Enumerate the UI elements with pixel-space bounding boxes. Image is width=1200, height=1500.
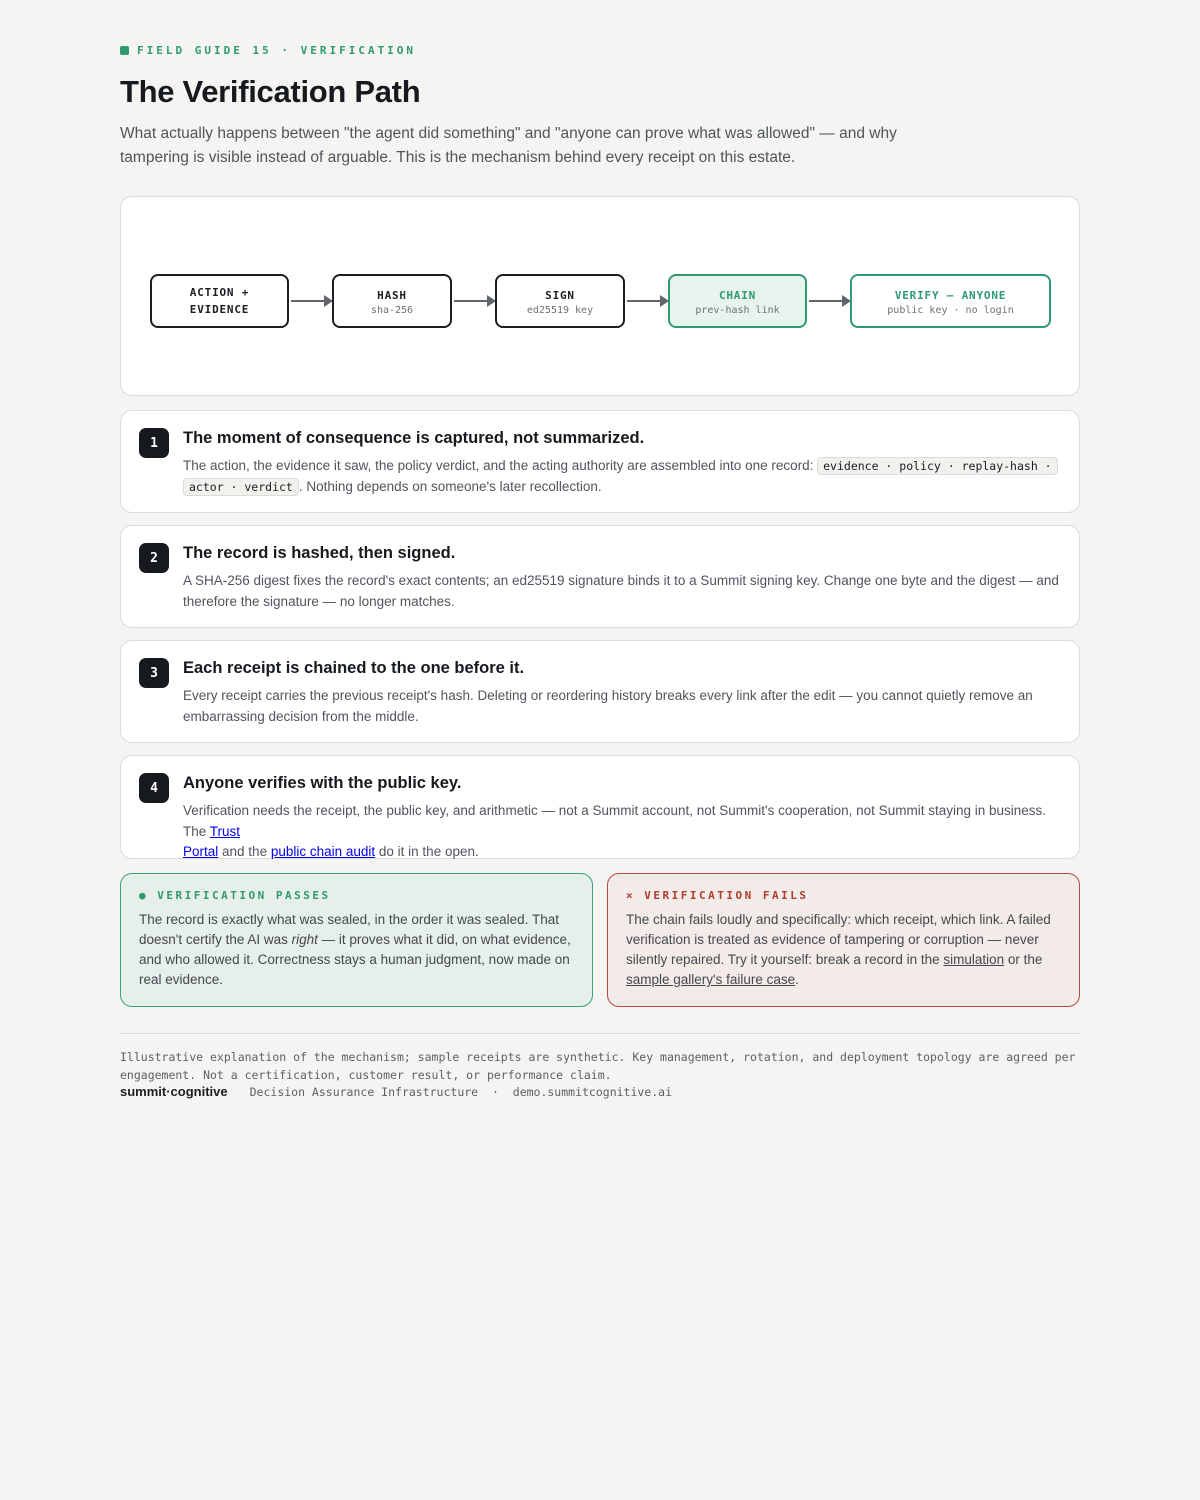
step-text: The action, the evidence it saw, the policy verdict, and the acting authority are assembled into one record:	[183, 458, 818, 473]
arrow-icon	[291, 300, 331, 302]
field-list-code: actor · verdict	[183, 478, 299, 496]
verification-passes-panel	[120, 873, 593, 1007]
eyebrow-label: FIELD GUIDE 15 · VERIFICATION	[137, 44, 417, 57]
tagline-text: Decision Assurance Infrastructure	[249, 1085, 479, 1099]
node-subtitle: public key · no login	[887, 304, 1014, 316]
step-card-1	[120, 410, 1080, 513]
step-text: do it in the open.	[375, 844, 479, 859]
panel-heading: × VERIFICATION FAILS	[626, 889, 809, 902]
field-list-code: evidence · policy · replay-hash ·	[817, 457, 1057, 475]
step-number: 4	[139, 773, 169, 803]
arrow-icon	[627, 300, 667, 302]
step-title: The moment of consequence is captured, not summarized.	[183, 429, 645, 447]
lede: What actually happens between "the agent did something" and "anyone can prove what was allowed" — and why tampering is visible instead of arguable. This is the mechanism behind every receipt on this estate.	[120, 125, 897, 166]
step-number: 2	[139, 543, 169, 573]
step-body: Every receipt carries the previous receipt's hash. Deleting or reordering history breaks every link after the edit — you cannot quietly remove an embarrassing decision from the middle.	[183, 688, 1033, 724]
divider	[120, 1033, 1080, 1034]
panel-heading: ● VERIFICATION PASSES	[139, 889, 331, 902]
node-verify	[850, 274, 1051, 328]
node-title: SIGN	[545, 288, 575, 302]
step-text: . Nothing depends on someone's later recollection.	[298, 478, 602, 494]
node-title: CHAIN	[718, 288, 757, 302]
node-sign	[495, 274, 625, 328]
node-title: VERIFY — ANYONE	[894, 288, 1007, 302]
arrow-icon	[809, 300, 849, 302]
verification-fails-panel	[607, 873, 1080, 1007]
step-number: 3	[139, 658, 169, 688]
node-title: HASH	[377, 288, 407, 302]
public-chain-audit-link[interactable]: public chain audit	[270, 844, 376, 859]
step-text: and the	[218, 844, 271, 859]
panel-text: .	[795, 972, 799, 987]
panel-text: The record is exactly what was sealed, in the order it was sealed. That doesn't certify the AI was	[139, 912, 559, 947]
step-title: Each receipt is chained to the one before it.	[183, 659, 525, 677]
step-text: Verification needs the receipt, the public key, and arithmetic — not a Summit account, not Summit's cooperation, not Summit staying in business. The	[183, 803, 1047, 839]
page-title: The Verification Path	[120, 74, 421, 109]
node-subtitle: ed25519 key	[526, 304, 594, 316]
node-title: ACTION +	[189, 286, 250, 299]
node-action-evidence	[150, 274, 289, 328]
panel-text: The chain fails loudly and specifically: which receipt, which link. A failed verification is treated as evidence of tampering or corruption — never silently repaired. Try it yourself: break a record in the	[626, 912, 1051, 967]
step-body: A SHA-256 digest fixes the record's exact contents; an ed25519 signature binds it to a Summit signing key. Change one byte and the digest — and therefore the signature — no longer matches.	[183, 573, 1059, 609]
node-subtitle: prev-hash link	[695, 304, 780, 316]
step-card-2	[120, 525, 1080, 628]
step-title: Anyone verifies with the public key.	[183, 774, 462, 792]
simulation-link[interactable]: simulation	[943, 952, 1005, 967]
footer-separator: ·	[491, 1085, 499, 1099]
sample-gallery-failure-link[interactable]: sample gallery's failure case	[626, 972, 796, 987]
footer	[120, 1084, 672, 1099]
step-card-3	[120, 640, 1080, 743]
footer-tagline	[250, 1085, 672, 1099]
footer-url: demo.summitcognitive.ai	[512, 1085, 673, 1099]
panel-body	[139, 910, 577, 990]
panel-emphasis: right	[291, 932, 318, 947]
step-body	[183, 456, 1063, 497]
panel-text: — it proves what it did, on what evidence, and who allowed it. Correctness stays a human judgment, now made on real evidence.	[139, 932, 571, 987]
step-body	[183, 801, 1063, 863]
panel-text: or the	[1004, 952, 1043, 967]
eyebrow	[120, 44, 416, 57]
brand-wordmark: summit·cognitive	[120, 1084, 228, 1099]
arrow-icon	[454, 300, 494, 302]
step-title: The record is hashed, then signed.	[183, 544, 456, 562]
flow-diagram	[120, 196, 1080, 396]
node-title: EVIDENCE	[189, 303, 250, 316]
step-number: 1	[139, 428, 169, 458]
node-subtitle: sha-256	[370, 304, 414, 316]
square-bullet-icon	[120, 46, 129, 55]
disclaimer: Illustrative explanation of the mechanism; sample receipts are synthetic. Key management, rotation, and deployment topology are agreed per engagement. Not a certification, customer result, or performance claim.	[120, 1050, 1076, 1082]
node-chain	[668, 274, 807, 328]
step-card-4	[120, 755, 1080, 859]
node-hash	[332, 274, 452, 328]
panel-body	[626, 910, 1064, 990]
trust-portal-link[interactable]: Trust Portal	[183, 823, 241, 859]
